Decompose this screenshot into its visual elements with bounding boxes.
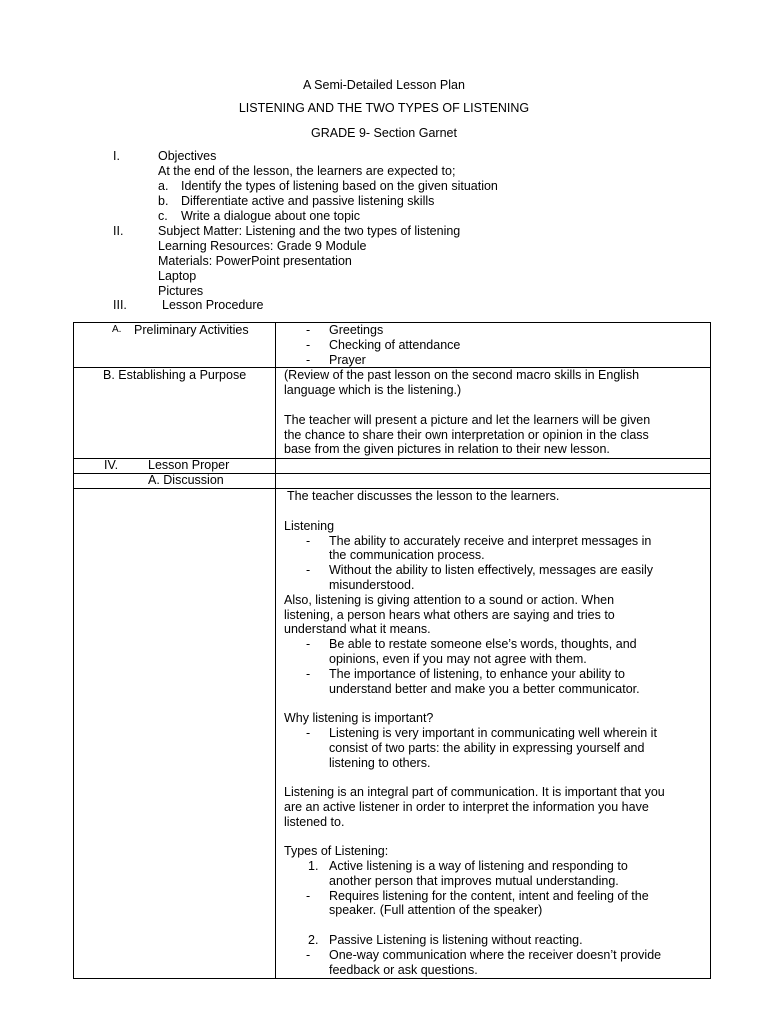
discussion-intro: The teacher discusses the lesson to the learners. [287, 489, 560, 504]
objective-item-a-marker: a. [158, 179, 169, 193]
document-title: A Semi-Detailed Lesson Plan [303, 78, 465, 92]
materials: Materials: PowerPoint presentation [158, 254, 352, 268]
list-item: - Requires listening for the content, intent and feeling of the speaker. (Full attention of the speaker) [306, 888, 649, 918]
lesson-proper-label: Lesson Proper [148, 458, 230, 473]
list-item: 2. Passive Listening is listening without reacting. [308, 933, 583, 948]
learning-resources: Learning Resources: Grade 9 Module [158, 239, 367, 253]
objective-item-b: Differentiate active and passive listening skills [181, 194, 435, 208]
table-row [74, 368, 711, 459]
list-item: 1. Active listening is a way of listening and responding to another person that improves mutual understanding. [308, 859, 628, 888]
list-item: - Prayer [306, 352, 366, 367]
subject-numeral: II. [113, 224, 124, 238]
objective-item-b-marker: b. [158, 194, 169, 208]
why-heading: Why listening is important? [284, 711, 434, 726]
lesson-proper-numeral: IV. [104, 458, 119, 473]
objective-item-c: Write a dialogue about one topic [181, 209, 361, 223]
purpose-label: B. Establishing a Purpose [103, 368, 247, 383]
purpose-content-cell: (Review of the past lesson on the second macro skills in English language which is the listening.) The teacher will present a picture and let the learners will be given the chance to share their own interpretation or opinion in the class base from the given pictures in relation to their new lesson. [276, 368, 711, 459]
procedure-numeral: III. [113, 298, 127, 312]
listening-heading: Listening [284, 518, 335, 533]
preliminary-label-cell [74, 323, 276, 368]
discussion-label: A. Discussion [148, 473, 224, 488]
discussion-content-cell: The teacher discusses the lesson to the learners. Listening - The ability to accurately receive and interpret messages in the communication process. - Without the ability to listen effectively, messages are easily misunderstood. Also, listening is giving attention to a sound or action. When listening, a person hears what others are saying and tries to understand what it means. - Be able to restate someone else’s words, thoughts, and opinions, even if you may not agree with them. - The importance of listening, to enhance your ability to understand better and make you a better communicator. Why listening is important? - Listening is very important in communicating well wherein it consist of two parts: the ability in expressing yourself and listening to others. Listening is an integral part of communication. It is important that you are an active listener in order to interpret the information you have listened to. Types of Listening: 1. Active listening is a way of listening and responding to another person that improves mutual understanding. - Requires listening for the content, intent and feeling of the speaker. (Full attention of the speaker) 2. Passive Listening is listening without reacting. - One-way communication where the receiver doesn’t provide feedback or ask questions. [276, 489, 711, 979]
subject-matter: Subject Matter: Listening and the two types of listening [158, 224, 461, 238]
purpose-label-cell [74, 368, 276, 459]
table-row [74, 489, 711, 979]
procedure-heading: Lesson Procedure [162, 298, 264, 312]
discussion-label-cell [74, 474, 276, 489]
objective-item-a: Identify the types of listening based on the given situation [181, 179, 498, 193]
material-laptop: Laptop [158, 269, 197, 283]
objectives-numeral: I. [113, 149, 120, 163]
preliminary-marker: A. [112, 324, 122, 335]
list-item: - The ability to accurately receive and interpret messages in the communication process. [306, 533, 652, 563]
table-row [74, 323, 711, 368]
list-item: - Without the ability to listen effectively, messages are easily misunderstood. [306, 563, 653, 592]
discussion-header-cell [276, 474, 711, 489]
list-item: - Listening is very important in communicating well wherein it consist of two parts: the ability in expressing yourself and listening to others. [306, 725, 657, 770]
lesson-proper-content-cell [276, 459, 711, 474]
list-item: - Greetings [306, 323, 384, 337]
table-row [74, 474, 711, 489]
list-item: - Be able to restate someone else’s words, thoughts, and opinions, even if you may not agree with them. [306, 637, 637, 666]
lesson-proper-label-cell [74, 459, 276, 474]
list-item: - The importance of listening, to enhance your ability to understand better and make you a better communicator. [306, 666, 640, 696]
list-item: - One-way communication where the receiver doesn’t provide feedback or ask questions. [306, 947, 662, 977]
grade-section: GRADE 9- Section Garnet [311, 126, 457, 140]
objectives-intro: At the end of the lesson, the learners are expected to; [158, 164, 456, 178]
preliminary-content-cell [276, 323, 711, 368]
discussion-empty-cell [74, 489, 276, 979]
table-row [74, 459, 711, 474]
preliminary-label: Preliminary Activities [134, 323, 249, 337]
lesson-topic: LISTENING AND THE TWO TYPES OF LISTENING [238, 101, 530, 115]
objectives-heading: Objectives [158, 149, 217, 163]
material-pictures: Pictures [158, 284, 204, 298]
types-heading: Types of Listening: [284, 844, 389, 859]
lesson-procedure-table [73, 322, 711, 979]
list-item: - Checking of attendance [306, 337, 461, 352]
objective-item-c-marker: c. [158, 209, 168, 223]
